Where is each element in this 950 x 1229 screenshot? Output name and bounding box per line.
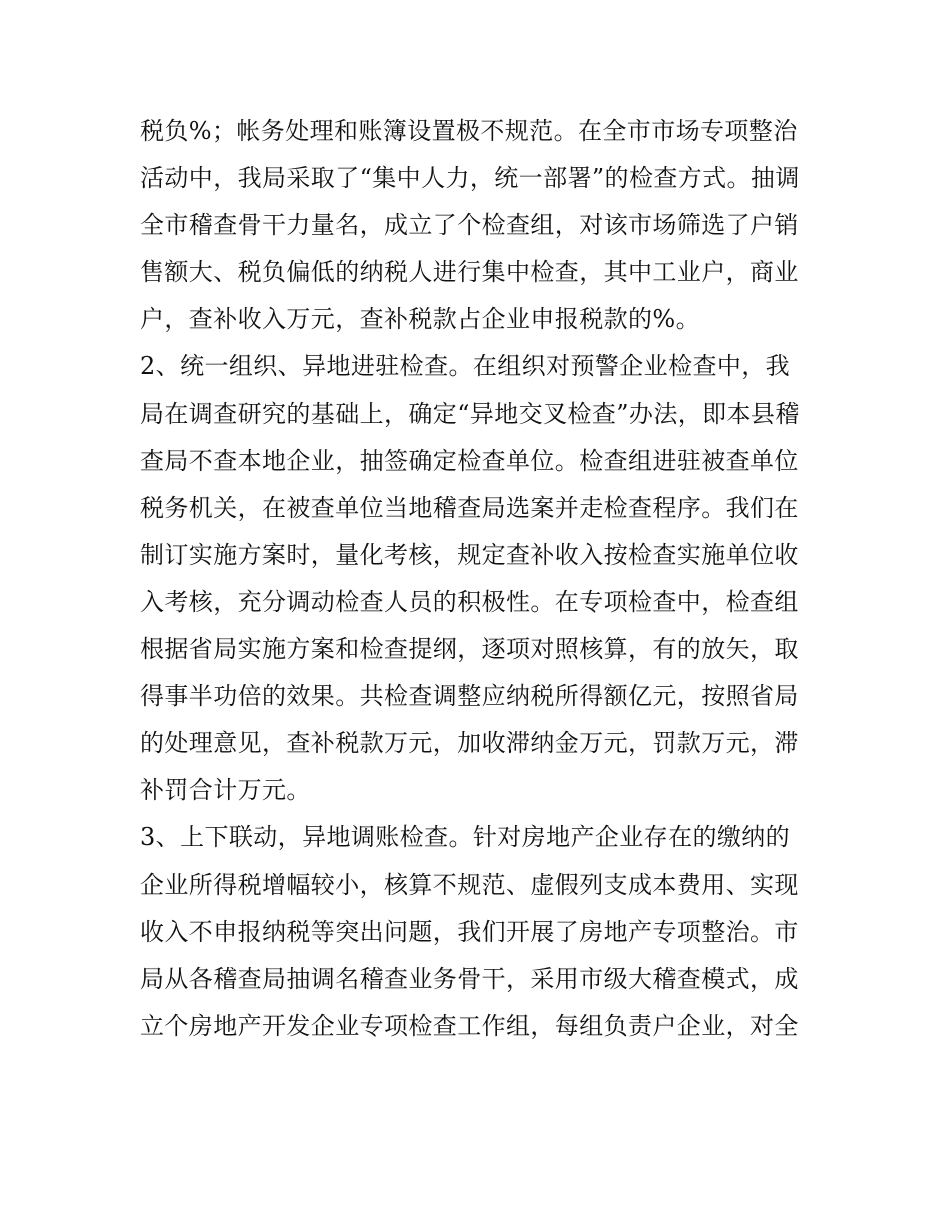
text-line: 查局不查本地企业，抽签确定检查单位。检查组进驻被查单位 xyxy=(140,446,799,475)
text-line: 的处理意见，查补税款万元，加收滞纳金万元，罚款万元，滞 xyxy=(140,729,799,758)
text-line: 立个房地产开发企业专项检查工作组，每组负责户企业，对全 xyxy=(140,1011,799,1040)
text-line: 企业所得税增幅较小，核算不规范、虚假列支成本费用、实现 xyxy=(140,870,799,899)
text-line: 得事半功倍的效果。共检查调整应纳税所得额亿元，按照省局 xyxy=(140,682,799,711)
text-line: 3、上下联动，异地调账检查。针对房地产企业存在的缴纳的 xyxy=(140,823,791,852)
text-line: 局在调查研究的基础上，确定“异地交叉检查”办法，即本县稽 xyxy=(140,399,800,428)
text-line: 入考核，充分调动检查人员的积极性。在专项检查中，检查组 xyxy=(140,587,799,616)
text-line: 税务机关，在被查单位当地稽查局选案并走检查程序。我们在 xyxy=(140,493,799,522)
text-line: 售额大、税负偏低的纳税人进行集中检查，其中工业户，商业 xyxy=(140,258,799,287)
body-text xyxy=(140,108,840,1050)
text-line: 户，查补收入万元，查补税款占企业申报税款的%。 xyxy=(140,305,701,334)
text-line: 局从各稽查局抽调名稽查业务骨干，采用市级大稽查模式，成 xyxy=(140,964,799,993)
text-line: 补罚合计万元。 xyxy=(140,776,311,805)
text-line: 根据省局实施方案和检查提纲，逐项对照核算，有的放矢，取 xyxy=(140,635,799,664)
text-line: 税负%；帐务处理和账簿设置极不规范。在全市市场专项整治 xyxy=(140,117,798,145)
text-line: 2、统一组织、异地进驻检查。在组织对预警企业检查中，我 xyxy=(140,352,791,381)
text-line: 制订实施方案时，量化考核，规定查补收入按检查实施单位收 xyxy=(140,540,799,569)
text-line: 收入不申报纳税等突出问题，我们开展了房地产专项整治。市 xyxy=(140,917,799,946)
text-line: 全市稽查骨干力量名，成立了个检查组，对该市场筛选了户销 xyxy=(140,211,799,240)
text-line: 活动中，我局采取了“集中人力，统一部署”的检查方式。抽调 xyxy=(140,164,800,193)
